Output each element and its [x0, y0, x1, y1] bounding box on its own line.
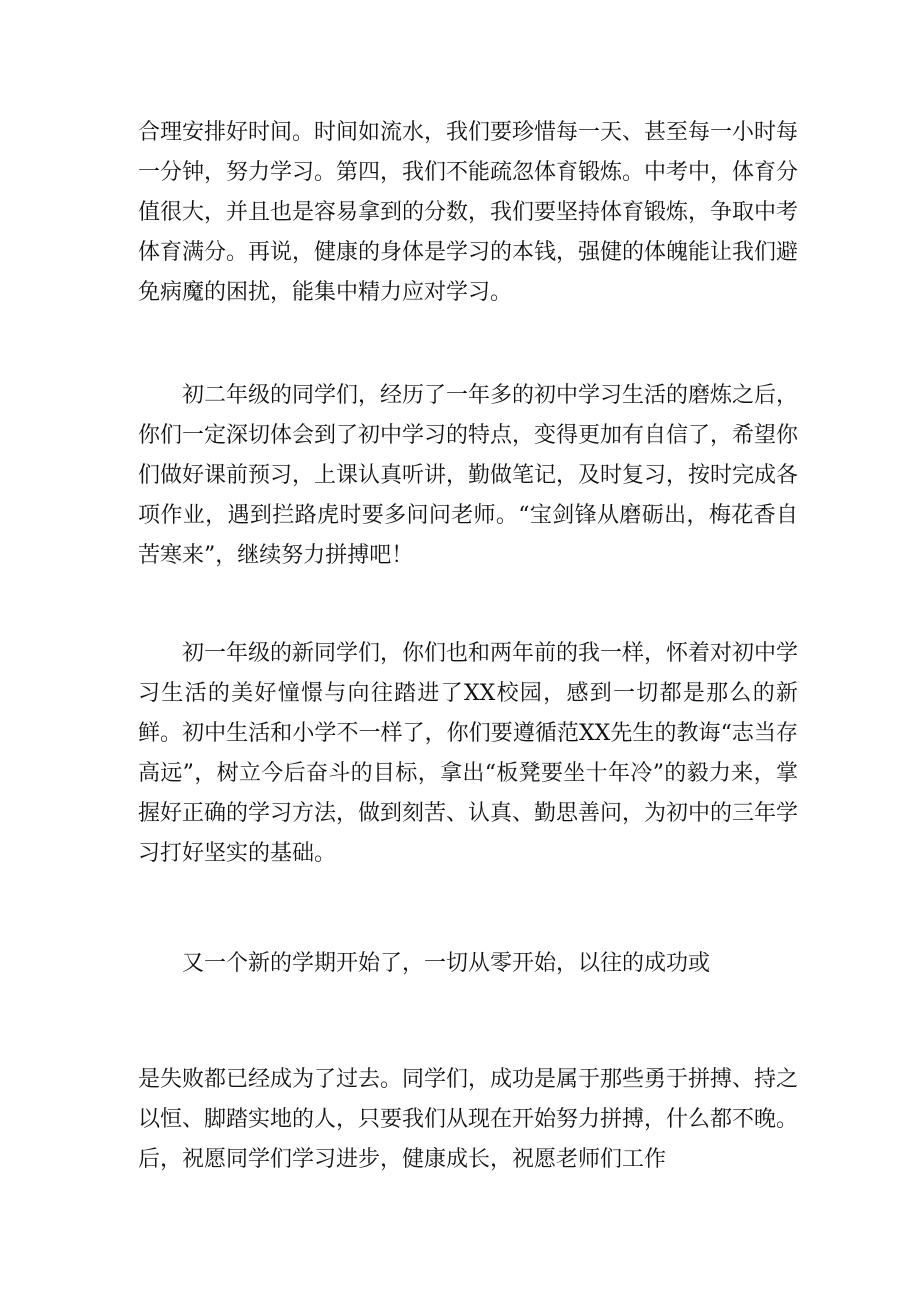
paragraph-grade-one: 初一年级的新同学们，你们也和两年前的我一样，怀着对初中学习生活的美好憧憬与向往踏进了XX校园，感到一切都是那么的新鲜。初中生活和小学不一样了，你们要遵循范XX先生的教诲“志当存高远”，树立今后奋斗的目标，拿出“板凳要坐十年冷”的毅力来，掌握好正确的学习方法，做到刻苦、认真、勤思善问，为初中的三年学习打好坚实的基础。	[138, 641, 799, 866]
paragraph-continued: 合理安排好时间。时间如流水，我们要珍惜每一天、甚至每一小时每一分钟，努力学习。第四，我们不能疏忽体育锻炼。中考中，体育分值很大，并且也是容易拿到的分数，我们要坚持体育锻炼，争取中考体育满分。再说，健康的身体是学习的本钱，强健的体魄能让我们避免病魔的困扰，能集中精力应对学习。	[138, 120, 799, 305]
paragraph-new-term: 又一个新的学期开始了，一切从零开始，以往的成功或	[182, 951, 711, 976]
paragraph-closing: 是失败都已经成为了过去。同学们，成功是属于那些勇于拼搏、持之以恒、脚踏实地的人，只要我们从现在开始努力拼搏，什么都不晚。后，祝愿同学们学习进步，健康成长，祝愿老师们工作	[138, 1067, 799, 1172]
paragraph-grade-two: 初二年级的同学们，经历了一年多的初中学习生活的磨炼之后，你们一定深切体会到了初中学习的特点，变得更加有自信了，希望你们做好课前预习，上课认真听讲，勤做笔记，及时复习，按时完成各项作业，遇到拦路虎时要多问问老师。“宝剑锋从磨砺出，梅花香自苦寒来”，继续努力拼搏吧！	[138, 383, 799, 568]
